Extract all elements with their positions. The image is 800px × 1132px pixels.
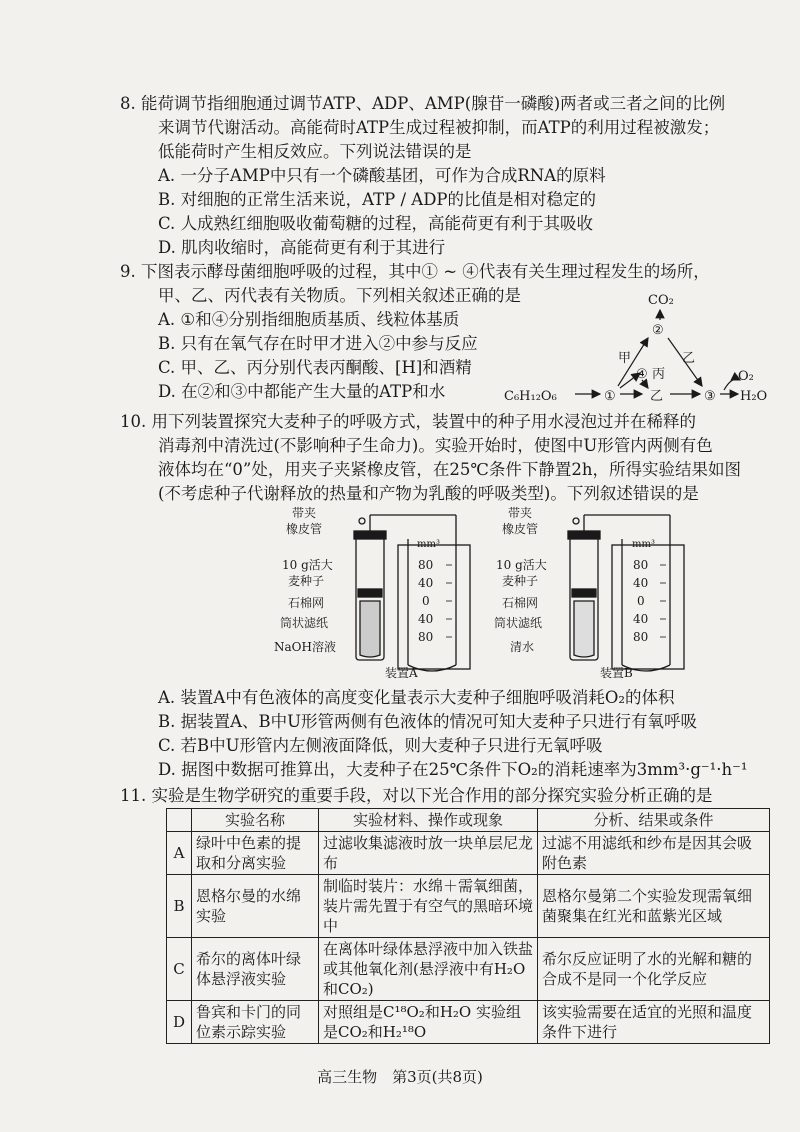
q9-stem-line: 甲、乙、丙代表有关物质。下列相关叙述正确的是: [158, 286, 521, 305]
row-id: C: [167, 938, 192, 1001]
a-scale-tick: 80: [418, 558, 434, 572]
experiment-table: [166, 808, 770, 1044]
o2-label: O₂: [738, 369, 754, 384]
a-tube-label-1: 带夹: [292, 506, 317, 520]
a-tube-label-2: 橡皮管: [286, 522, 323, 536]
respiration-diagram: [500, 288, 780, 412]
question-11: [120, 784, 780, 808]
q10-stem-line: (不考虑种子代谢释放的热量和产物为乳酸的呼吸类型)。下列叙述错误的是: [158, 484, 699, 503]
table-header-row: [167, 809, 770, 832]
b-scale-tick: 80: [633, 558, 649, 572]
site-3-label: ③: [704, 389, 716, 404]
a-seed-label-1: 10 g活大: [282, 558, 333, 572]
table-row: [167, 875, 770, 938]
b-tube-label-2: 橡皮管: [502, 522, 539, 536]
b-tube-label-1: 带夹: [508, 506, 533, 520]
question-10-options: [120, 686, 780, 782]
site-4-label: ④: [636, 367, 648, 382]
experiment-material: 对照组是C¹⁸O₂和H₂O 实验组是CO₂和H₂¹⁸O: [319, 1001, 538, 1044]
q8-stem-line: 低能荷时产生相反效应。下列说法错误的是: [158, 142, 472, 161]
row-id: A: [167, 832, 192, 875]
a-scale-tick: 40: [418, 612, 434, 626]
h2o-label: H₂O: [740, 389, 768, 404]
q8-stem-line: 8. 能荷调节指细胞通过调节ATP、ADP、AMP(腺苷一磷酸)两者或三者之间的比例: [120, 94, 726, 113]
q11-stem-line: 11. 实验是生物学研究的重要手段，对以下光合作用的部分探究实验分析正确的是: [120, 786, 713, 805]
site-2-label: ②: [652, 323, 664, 338]
q10-stem-line: 消毒剂中清洗过(不影响种子生命力)。实验开始时，使图中U形管内两侧有色: [158, 436, 713, 455]
experiment-name: 希尔的离体叶绿体悬浮液实验: [192, 938, 319, 1001]
site-1-label: ①: [604, 389, 616, 404]
bing-label: 丙: [652, 367, 666, 382]
a-net-label: 石棉网: [288, 596, 325, 610]
table-header-cell: 实验名称: [192, 809, 319, 832]
experiment-name: 绿叶中色素的提取和分离实验: [192, 832, 319, 875]
experiment-analysis: 恩格尔曼第二个实验发现需氧细菌聚集在红光和蓝紫光区域: [538, 875, 770, 938]
b-scale-tick: 0: [637, 594, 645, 608]
table-row: [167, 832, 770, 875]
row-id: B: [167, 875, 192, 938]
experiment-name: 恩格尔曼的水绵实验: [192, 875, 319, 938]
b-solution-label: 清水: [510, 640, 535, 654]
co2-label: CO₂: [648, 293, 674, 308]
experiment-material: 过滤收集滤液时放一块单层尼龙布: [319, 832, 538, 875]
q9-option-c: C. 甲、乙、丙分别代表丙酮酸、[H]和酒精: [158, 358, 472, 377]
table-header-cell: [167, 809, 192, 832]
yi-label-2: 乙: [650, 389, 664, 404]
b-filter-label: 筒状滤纸: [494, 616, 543, 630]
b-seed-label-2: 麦种子: [502, 574, 539, 588]
experiment-name: 鲁宾和卡门的同位素示踪实验: [192, 1001, 319, 1044]
experiment-analysis: 希尔反应证明了水的光解和糖的合成不是同一个化学反应: [538, 938, 770, 1001]
question-8: [120, 92, 780, 260]
experiment-material: 制临时装片：水绵＋需氧细菌，装片需先置于有空气的黑暗环境中: [319, 875, 538, 938]
experiment-analysis: 过滤不用滤纸和纱布是因其会吸附色素: [538, 832, 770, 875]
q9-option-b: B. 只有在氧气存在时甲才进入②中参与反应: [158, 334, 478, 353]
q9-stem-line: 9. 下图表示酵母菌细胞呼吸的过程，其中① ~ ④代表有关生理过程发生的场所，: [120, 262, 710, 281]
a-seed-label-2: 麦种子: [288, 574, 325, 588]
table-row: [167, 938, 770, 1001]
jia-label: 甲: [618, 351, 632, 366]
a-solution-label: NaOH溶液: [274, 640, 336, 654]
b-scale-tick: 40: [633, 576, 649, 590]
b-seed-label-1: 10 g活大: [496, 558, 547, 572]
b-unit-label: mm³: [632, 539, 655, 550]
a-scale-tick: 0: [422, 594, 430, 608]
q10-stem-line: 10. 用下列装置探究大麦种子的呼吸方式，装置中的种子用水浸泡过并在稀释的: [120, 412, 696, 431]
q10-stem-line: 液体均在“0”处，用夹子夹紧橡皮管，在25℃条件下静置2h，所得实验结果如图: [158, 460, 741, 479]
b-scale-tick: 80: [633, 630, 649, 644]
b-net-label: 石棉网: [502, 596, 539, 610]
q8-option-d: D. 肌肉收缩时，高能荷更有利于其进行: [158, 238, 446, 257]
apparatus-figure: [270, 505, 690, 685]
q10-option-a: A. 装置A中有色液体的高度变化量表示大麦种子细胞呼吸消耗O₂的体积: [158, 688, 675, 707]
a-filter-label: 筒状滤纸: [280, 616, 329, 630]
q8-stem-line: 来调节代谢活动。高能荷时ATP生成过程被抑制，而ATP的利用过程被激发；: [158, 118, 720, 137]
q9-option-d: D. 在②和③中都能产生大量的ATP和水: [158, 382, 446, 401]
q10-option-b: B. 据装置A、B中U形管两侧有色液体的情况可知大麦种子只进行有氧呼吸: [158, 712, 698, 731]
page-footer: 高三生物 第3页(共8页): [317, 1068, 483, 1086]
row-id: D: [167, 1001, 192, 1044]
a-unit-label: mm³: [417, 539, 440, 550]
question-10: [120, 410, 780, 506]
glucose-label: C₆H₁₂O₆: [504, 389, 557, 404]
device-b-name: 装置B: [600, 666, 633, 680]
q9-option-a: A. ①和④分别指细胞质基质、线粒体基质: [158, 310, 460, 329]
q8-option-c: C. 人成熟红细胞吸收葡萄糖的过程，高能荷更有利于其吸收: [158, 214, 594, 233]
a-scale-tick: 40: [418, 576, 434, 590]
yi-label: 乙: [682, 351, 696, 366]
experiment-analysis: 该实验需要在适宜的光照和温度条件下进行: [538, 1001, 770, 1044]
a-scale-tick: 80: [418, 630, 434, 644]
q8-option-b: B. 对细胞的正常生活来说，ATP / ADP的比值是相对稳定的: [158, 190, 597, 209]
b-scale-tick: 40: [633, 612, 649, 626]
device-a-name: 装置A: [385, 666, 418, 680]
q8-option-a: A. 一分子AMP中只有一个磷酸基团，可作为合成RNA的原料: [158, 166, 606, 185]
experiment-material: 在离体叶绿体悬浮液中加入铁盐或其他氧化剂(悬浮液中有H₂O和CO₂): [319, 938, 538, 1001]
table-header-cell: 实验材料、操作或现象: [319, 809, 538, 832]
table-header-cell: 分析、结果或条件: [538, 809, 770, 832]
q10-option-d: D. 据图中数据可推算出，大麦种子在25℃条件下O₂的消耗速率为3mm³·g⁻¹·h⁻¹: [158, 760, 748, 779]
table-row: [167, 1001, 770, 1044]
q10-option-c: C. 若B中U形管内左侧液面降低，则大麦种子只进行无氧呼吸: [158, 736, 603, 755]
